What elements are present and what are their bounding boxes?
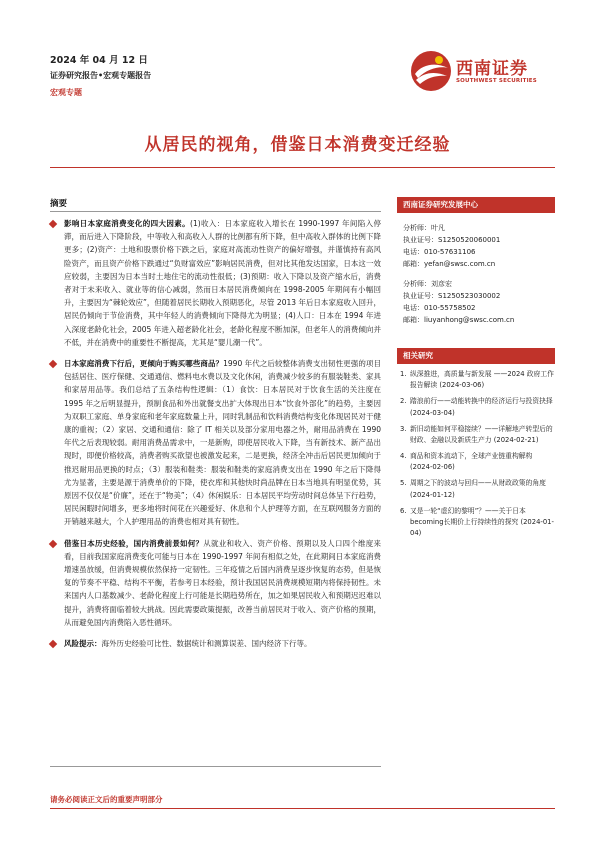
related-research-item[interactable] <box>400 478 555 501</box>
page-title: 从居民的视角，借鉴日本消费变迁经验 <box>144 135 451 155</box>
item-text: 又是一轮“虚幻的黎明”？——关于日本becoming长期价上行持续性的探究 (2024-01-04) <box>410 506 554 538</box>
analyst-email[interactable]: 邮箱：liuyanhong@swsc.com.cn <box>403 316 515 324</box>
item-number: 2. <box>400 397 407 406</box>
diamond-bullet-icon <box>49 220 57 228</box>
item-text: 新旧动能如何平稳接续？——详解地产转型后的财政、金融以及新质生产力 (2024-02-21) <box>410 424 553 445</box>
paragraph-text: 1990 年代之后较整体消费支出韧性更强的项目包括居住、医疗保健、交通通信、燃料电水费以及文化休闲，消费减少较多的有服装鞋类、家具和家居用品等。我们总结了五条结构性逻辑：（1）食饮：日本居民对于饮食生活的关注度在 1995 年之后明显提升，预制食品和外出就餐支出扩大体现出日本“饮食外部化”的趋势，主要因为双职工家庭、单身家庭和老年家庭数量上升，同时乳制品和饮料消费结构变化体现居民对于健康的重视；（2）家居、交通和通信：除了 IT 相关以及部分家用电器之外，耐用品消费在 1990 年代之后表现较弱。耐用消费品需求中，一是新购，即使居民收入下降，当有新技术、新产品出现时，即便价格较高，消费者购买欲望也被激发起来，二是更换，经济全冲击后居民更加倾向于推迟耐用品更换的时点；（3）服装和鞋类：服装和鞋类的家庭消费支出在 1990 年之后下降得尤为显著，主要是源于消费单价的下降，使衣库和其他快时尚品牌在日本当地具有明显优势，其原因不仅仅是“价廉”，还在于“物美”；（4）休闲娱乐：日本居民平均劳动时间总体呈下行趋势，居民闲暇时间增多，更多地将时间花在兴趣爱好、休息和个人护理等方面，在互联网服务方面的开销越来越大，个人护理用品的消费也相对具有韧性。 <box>64 359 381 527</box>
related-research-heading: 相关研究 <box>397 348 555 364</box>
abstract-heading: 摘要 <box>50 199 68 209</box>
analyst-cert: 执业证号：S1250523030002 <box>403 292 501 300</box>
report-topic: 宏观专题 <box>50 88 82 97</box>
report-type: 证券研究报告•宏观专题报告 <box>50 71 152 80</box>
analyst-name: 分析师：刘彦宏 <box>403 280 452 288</box>
related-research-item[interactable] <box>400 396 555 419</box>
related-research-item[interactable] <box>400 451 555 474</box>
diamond-bullet-icon <box>49 539 57 547</box>
abstract-divider <box>50 211 381 212</box>
paragraph-text: 从就业和收入、资产价格、预期以及人口四个维度来看，目前我国家庭消费变化可能与日本在 1990-1997 年间有相似之处，在此期间日本家庭消费增速虽放缓，但消费规模依然保持一定韧性。三年疫情之后国内消费呈逐步恢复的态势，但是恢复的节奏不平稳、结构不平衡，若参考日本经验，预计我国居民消费规模短期内将保持韧性。未来国内人口基数减少、老龄化程度上行可能是长期趋势所在，加之如果居民收入和预期迟迟难以提升，消费将面临着较大挑战。因此需要政策提振，改善当前居民对于收入、资产价格的预期，从而避免国内消费陷入恶性循环。 <box>64 538 382 627</box>
paragraph-lead: 日本家庭消费下行后，更倾向于购买哪些商品？ <box>64 359 224 369</box>
title-divider <box>50 167 555 168</box>
item-number: 6. <box>400 506 407 515</box>
item-number: 1. <box>400 370 407 378</box>
footer-divider <box>50 808 555 809</box>
company-logo <box>410 50 550 96</box>
related-research-item[interactable] <box>400 369 555 392</box>
item-number: 4. <box>400 451 407 460</box>
item-text: 周期之下的波动与回归——从财政政策的角度 (2024-01-12) <box>410 479 546 499</box>
logo-mark-icon <box>410 50 452 92</box>
analyst-card <box>403 222 555 270</box>
paragraph-lead: 影响日本家庭消费变化的四大因素。 <box>64 219 191 228</box>
logo-name-en: SOUTHWEST SECURITIES <box>456 78 537 84</box>
item-text: 商品和资本流动下，全球产业链重构解构 (2024-02-06) <box>410 451 533 472</box>
paragraph-lead: 风险提示： <box>64 639 102 649</box>
diamond-bullet-icon <box>49 360 57 368</box>
analyst-name: 分析师：叶凡 <box>403 224 445 232</box>
report-date: 2024 年 04 月 12 日 <box>50 55 148 66</box>
abstract-paragraph <box>50 357 381 529</box>
abstract-body <box>50 217 381 658</box>
item-number: 3. <box>400 424 407 433</box>
abstract-paragraph <box>50 637 381 650</box>
analyst-email[interactable]: 邮箱：yefan@swsc.com.cn <box>403 260 496 268</box>
logo-name-cn: 西南证券 <box>456 59 528 79</box>
analyst-phone: 电话：010-55758502 <box>403 304 476 312</box>
diamond-bullet-icon <box>49 640 57 648</box>
paragraph-text: (1)收入：日本家庭收入增长在 1990-1997 年间陷入停滞，而后进入下降阶段，中等收入和高收入人群的比例都有所下降，但中高收入群体的比例下降更多；(2)资产：土地和股票价格下跌之后，家庭对高流动性资产的偏好增强，并谨慎持有高风险资产，而且资产价格下跌通过“负财富效应”影响居民消费，但对比其他发达国家，日本这一效应较弱，主要因为日本当时土地住宅的流动性很低；(3)预期：收入下降以及资产缩水后，消费者对于未来收入、就业等的信心减弱，然而日本居民消费倾向在 1998-2005 年期间有小幅回升，主要因为“棘轮效应”，但随着居民长期收入预期恶化，尽管 2013 年后日本家庭收入回升，居民仍倾向于节俭消费，其中年轻人的消费倾向下降得尤为明显；(4)人口：日本在 1994 年进入深度老龄化社会，2005 年进入超老龄化社会，老龄化程度不断加深，但老年人的消费倾向并不低，并在消费中的重要性不断提高，尤其是“婴儿潮一代”。 <box>64 219 381 347</box>
related-research-list <box>400 369 555 544</box>
abstract-paragraph <box>50 537 381 629</box>
abstract-bottom-divider <box>50 766 381 767</box>
item-text: 踏浪前行——动能转换中的经济运行与投资抉择 (2024-03-04) <box>410 397 553 417</box>
analyst-card <box>403 278 555 326</box>
abstract-paragraph <box>50 217 381 349</box>
paragraph-text: 海外历史经验可比性、数据统计和测算误差、国内经济下行等。 <box>101 639 312 649</box>
footer-disclaimer: 请务必阅读正文后的重要声明部分 <box>50 795 163 804</box>
analyst-phone: 电话：010-57631106 <box>403 248 476 256</box>
research-center-heading: 西南证券研究发展中心 <box>397 197 555 213</box>
item-number: 5. <box>400 479 407 488</box>
item-text: 纵深推进，高质量与新发展 ——2024 政府工作报告解读 (2024-03-06) <box>410 370 554 390</box>
related-research-item[interactable] <box>400 424 555 447</box>
analyst-cert: 执业证号：S1250520060001 <box>403 236 501 244</box>
paragraph-lead: 借鉴日本历史经验，国内消费前景如何？ <box>64 538 204 548</box>
related-research-item[interactable] <box>400 506 555 540</box>
